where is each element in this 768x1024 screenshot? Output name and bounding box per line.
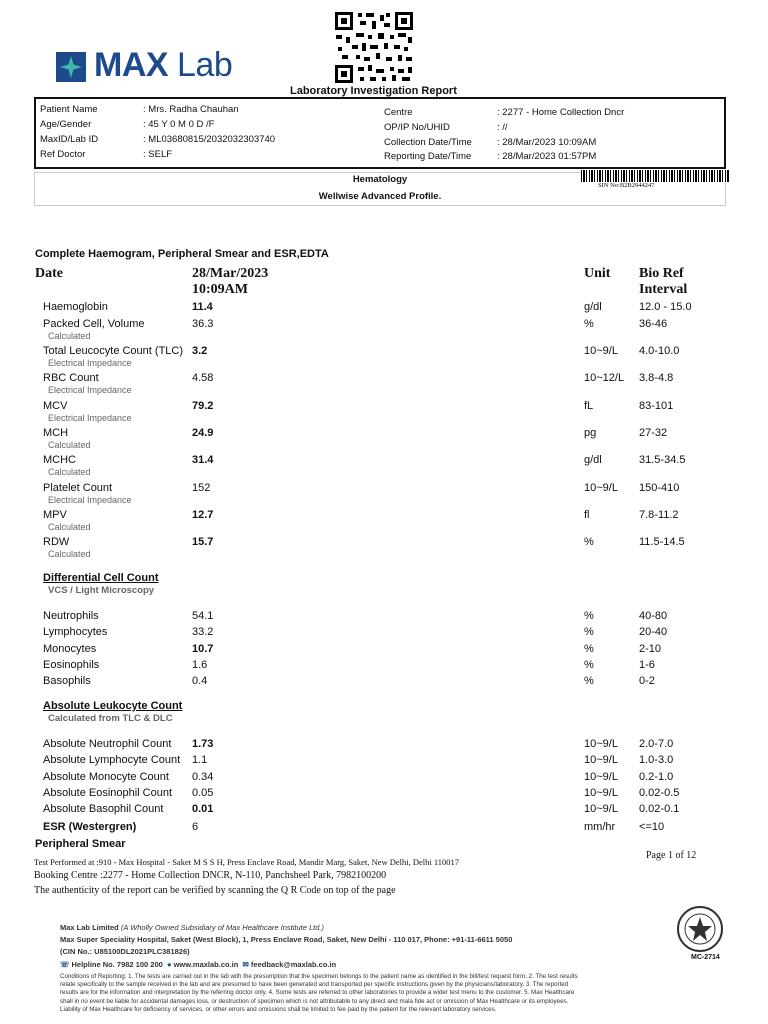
department-title: Hematology [352, 174, 408, 185]
test-name: Neutrophils [43, 610, 99, 622]
footer-company-line [60, 923, 324, 932]
test-method: Electrical Impedance [48, 495, 132, 505]
test-range: 3.8-4.8 [639, 372, 674, 384]
test-range: 1.0-3.0 [639, 754, 674, 766]
test-range: 150-410 [639, 482, 680, 494]
test-name: Total Leucocyte Count (TLC) [43, 345, 184, 357]
test-value: 10.7 [192, 643, 214, 655]
test-method: Calculated [48, 549, 91, 559]
phone-icon: ☏ [60, 960, 70, 969]
test-value: 33.2 [192, 626, 214, 638]
test-value: 54.1 [192, 610, 214, 622]
conditions-line: relate specifically to the sample received in the lab and are presumed to have been generated and transported per specific instructions given by the physicians/laboratory. 3. The reported [60, 981, 569, 989]
test-range: 0.02-0.1 [639, 803, 680, 815]
website-link[interactable]: www.maxlab.co.in [173, 960, 239, 969]
test-name: Basophils [43, 675, 91, 687]
test-unit: 10~9/L [584, 754, 618, 766]
test-value: 0.34 [192, 771, 214, 783]
test-range: 11.5-14.5 [639, 536, 685, 548]
label-ref-doctor: Ref Doctor [40, 149, 86, 160]
column-date: Date [35, 266, 63, 281]
peripheral-smear-title: Peripheral Smear [35, 838, 126, 850]
test-value: 1.73 [192, 738, 214, 750]
test-range: 7.8-11.2 [639, 509, 679, 521]
test-unit: fl [584, 509, 590, 521]
footer-company-note: (A Wholly Owned Subsidiary of Max Healthcare Institute Ltd.) [120, 923, 325, 932]
test-unit: % [584, 675, 594, 687]
test-name: MCHC [43, 454, 76, 466]
test-value: 3.2 [192, 345, 208, 357]
test-method: Electrical Impedance [48, 358, 132, 368]
column-interval: Interval [639, 282, 688, 297]
patient-info-box [34, 97, 726, 169]
absolute-title: Absolute Leukocyte Count [43, 700, 183, 712]
conditions-of-reporting [60, 973, 720, 1014]
test-value: 12.7 [192, 509, 214, 521]
test-name: RDW [43, 536, 70, 548]
test-unit: % [584, 318, 594, 330]
test-unit: % [584, 626, 594, 638]
value-op-ip: : // [497, 122, 508, 133]
test-range: 27-32 [639, 427, 668, 439]
test-name: MPV [43, 509, 67, 521]
test-range: 4.0-10.0 [639, 345, 680, 357]
test-unit: fL [584, 400, 594, 412]
test-unit: 10~9/L [584, 345, 618, 357]
column-time-value: 10:09AM [192, 282, 248, 297]
test-value: 11.4 [192, 301, 213, 313]
test-method: Calculated [48, 331, 91, 341]
test-method: Calculated [48, 467, 91, 477]
test-value: 24.9 [192, 427, 214, 439]
test-range: <=10 [639, 821, 665, 833]
test-name: Platelet Count [43, 482, 113, 494]
booking-centre: Booking Centre :2277 - Home Collection DNCR, N-110, Panchsheel Park, 7982100200 [34, 870, 387, 881]
value-collection-date: : 28/Mar/2023 10:09AM [497, 137, 597, 148]
test-name: Absolute Neutrophil Count [43, 738, 172, 750]
test-range: 0-2 [639, 675, 655, 687]
absolute-method: Calculated from TLC & DLC [48, 713, 173, 724]
value-reporting-date: : 28/Mar/2023 01:57PM [497, 151, 597, 162]
page-number: Page 1 of 12 [646, 850, 697, 861]
test-method: Electrical Impedance [48, 385, 132, 395]
test-name: Haemoglobin [43, 301, 108, 313]
star-logo-icon [56, 52, 86, 82]
test-unit: mm/hr [584, 821, 616, 833]
test-name: Monocytes [43, 643, 97, 655]
label-lab-id: MaxID/Lab ID [40, 134, 99, 145]
test-range: 31.5-34.5 [639, 454, 686, 466]
test-value: 31.4 [192, 454, 214, 466]
test-name: Absolute Eosinophil Count [43, 787, 173, 799]
test-name: Eosinophils [43, 659, 100, 671]
test-range: 83-101 [639, 400, 674, 412]
differential-title: Differential Cell Count [43, 572, 159, 584]
email-link[interactable]: feedback@maxlab.co.in [250, 960, 337, 969]
test-range: 12.0 - 15.0 [639, 301, 692, 313]
test-range: 2.0-7.0 [639, 738, 674, 750]
differential-method: VCS / Light Microscopy [48, 585, 155, 596]
value-patient-name: : Mrs. Radha Chauhan [143, 104, 239, 115]
test-unit: 10~9/L [584, 771, 618, 783]
label-patient-name: Patient Name [40, 104, 98, 115]
label-centre: Centre [384, 107, 413, 118]
report-title: Laboratory Investigation Report [290, 85, 457, 97]
mail-icon: ✉ [242, 960, 249, 969]
test-unit: g/dl [584, 454, 602, 466]
nabl-seal-icon [672, 905, 728, 953]
conditions-line: Liability of Max Healthcare for deficiency of services, or other errors and omissions shall be limited to fee paid by the patient for the relevant laboratory services. [60, 1005, 497, 1013]
test-name: Absolute Lymphocyte Count [43, 754, 181, 766]
column-bioref: Bio Ref [639, 266, 684, 281]
test-name: MCH [43, 427, 69, 439]
test-range: 40-80 [639, 610, 668, 622]
test-value: 15.7 [192, 536, 214, 548]
helpline: Helpline No. 7982 100 200 [71, 960, 163, 969]
label-collection-date: Collection Date/Time [384, 137, 472, 148]
test-name: MCV [43, 400, 68, 412]
test-range: 1-6 [639, 659, 655, 671]
test-method: Calculated [48, 440, 91, 450]
test-range: 36-46 [639, 318, 668, 330]
test-unit: 10~9/L [584, 787, 618, 799]
test-unit: % [584, 659, 594, 671]
globe-icon: ● [166, 960, 172, 969]
test-method: Calculated [48, 522, 91, 532]
sin-number: SIN No:B2B2944247 [598, 182, 655, 189]
authenticity-note: The authenticity of the report can be verified by scanning the Q R Code on top of the page [34, 885, 396, 896]
test-value: 4.58 [192, 372, 214, 384]
test-range: 2-10 [639, 643, 662, 655]
label-reporting-date: Reporting Date/Time [384, 151, 472, 162]
test-unit: 10~9/L [584, 803, 618, 815]
test-value: 1.6 [192, 659, 208, 671]
test-value: 0.4 [192, 675, 208, 687]
column-date-value: 28/Mar/2023 [192, 266, 269, 281]
brand-name-bold: MAX [94, 46, 169, 84]
barcode [581, 170, 729, 182]
test-name: RBC Count [43, 372, 99, 384]
test-unit: % [584, 610, 594, 622]
test-unit: 10~9/L [584, 738, 618, 750]
test-name: Absolute Basophil Count [43, 803, 164, 815]
test-unit: 10~9/L [584, 482, 618, 494]
column-unit: Unit [584, 266, 611, 281]
test-unit: pg [584, 427, 597, 439]
conditions-line: Conditions of Reporting: 1. The tests are carried out in the lab with the presumption that the specimen belongs to the patient name as identified in the bill/test request form. 2. The test results [60, 973, 578, 980]
footer-contact [60, 960, 336, 969]
test-name: Packed Cell, Volume [43, 318, 145, 330]
profile-title: Wellwise Advanced Profile. [318, 191, 442, 202]
footer-company: Max Lab Limited [60, 923, 119, 932]
footer-address: Max Super Speciality Hospital, Saket (West Block), 1, Press Enclave Road, Saket, New Delhi - 110 017, Phone: +91-11-6611 5050 [60, 935, 513, 944]
brand-name-light: Lab [177, 46, 233, 84]
test-unit: % [584, 643, 594, 655]
test-range: 0.02-0.5 [639, 787, 680, 799]
test-range: 0.2-1.0 [639, 771, 674, 783]
section-title: Complete Haemogram, Peripheral Smear and ESR,EDTA [35, 248, 329, 260]
test-value: 0.01 [192, 803, 214, 815]
test-value: 152 [192, 482, 211, 494]
label-op-ip: OP/IP No/UHID [384, 122, 450, 133]
test-value: 36.3 [192, 318, 214, 330]
test-unit: % [584, 536, 594, 548]
value-lab-id: : ML03680815/2032032303740 [143, 134, 276, 145]
test-unit: 10~12/L [584, 372, 625, 384]
value-ref-doctor: : SELF [143, 149, 173, 160]
qr-code-icon [334, 11, 414, 84]
test-range: 20-40 [639, 626, 668, 638]
footer-cin: (CIN No.: U85100DL2021PLC381826) [60, 947, 190, 956]
test-name: ESR (Westergren) [43, 821, 137, 833]
conditions-line: shall in no event be liable for accidental damages loss, or destruction of specimen which is not attributable to any direct and mala fide act or omission of Max Healthcare or its employees. [60, 997, 569, 1005]
test-value: 1.1 [192, 754, 208, 766]
test-unit: g/dl [584, 301, 602, 313]
test-value: 79.2 [192, 400, 214, 412]
conditions-line: results are for the information and interpretation by the referring doctor only. 4. Some tests are referred to other laboratories to provide a wider test menu to the customer. 5. Max Healthcare [60, 989, 575, 997]
test-name: Lymphocytes [43, 626, 108, 638]
test-performed: Test Performed at :910 - Max Hospital - Saket M S S H, Press Enclave Road, Mandir Marg, Saket, New Delhi, Delhi 110017 [34, 857, 460, 867]
test-value: 0.05 [192, 787, 214, 799]
value-centre: : 2277 - Home Collection Dncr [497, 107, 625, 118]
test-value: 6 [192, 821, 199, 833]
value-age-gender: : 45 Y 0 M 0 D /F [143, 119, 215, 130]
brand-logo [56, 46, 266, 90]
nabl-code: MC-2714 [691, 954, 720, 961]
test-name: Absolute Monocyte Count [43, 771, 169, 783]
label-age-gender: Age/Gender [40, 119, 92, 130]
test-method: Electrical Impedance [48, 413, 132, 423]
